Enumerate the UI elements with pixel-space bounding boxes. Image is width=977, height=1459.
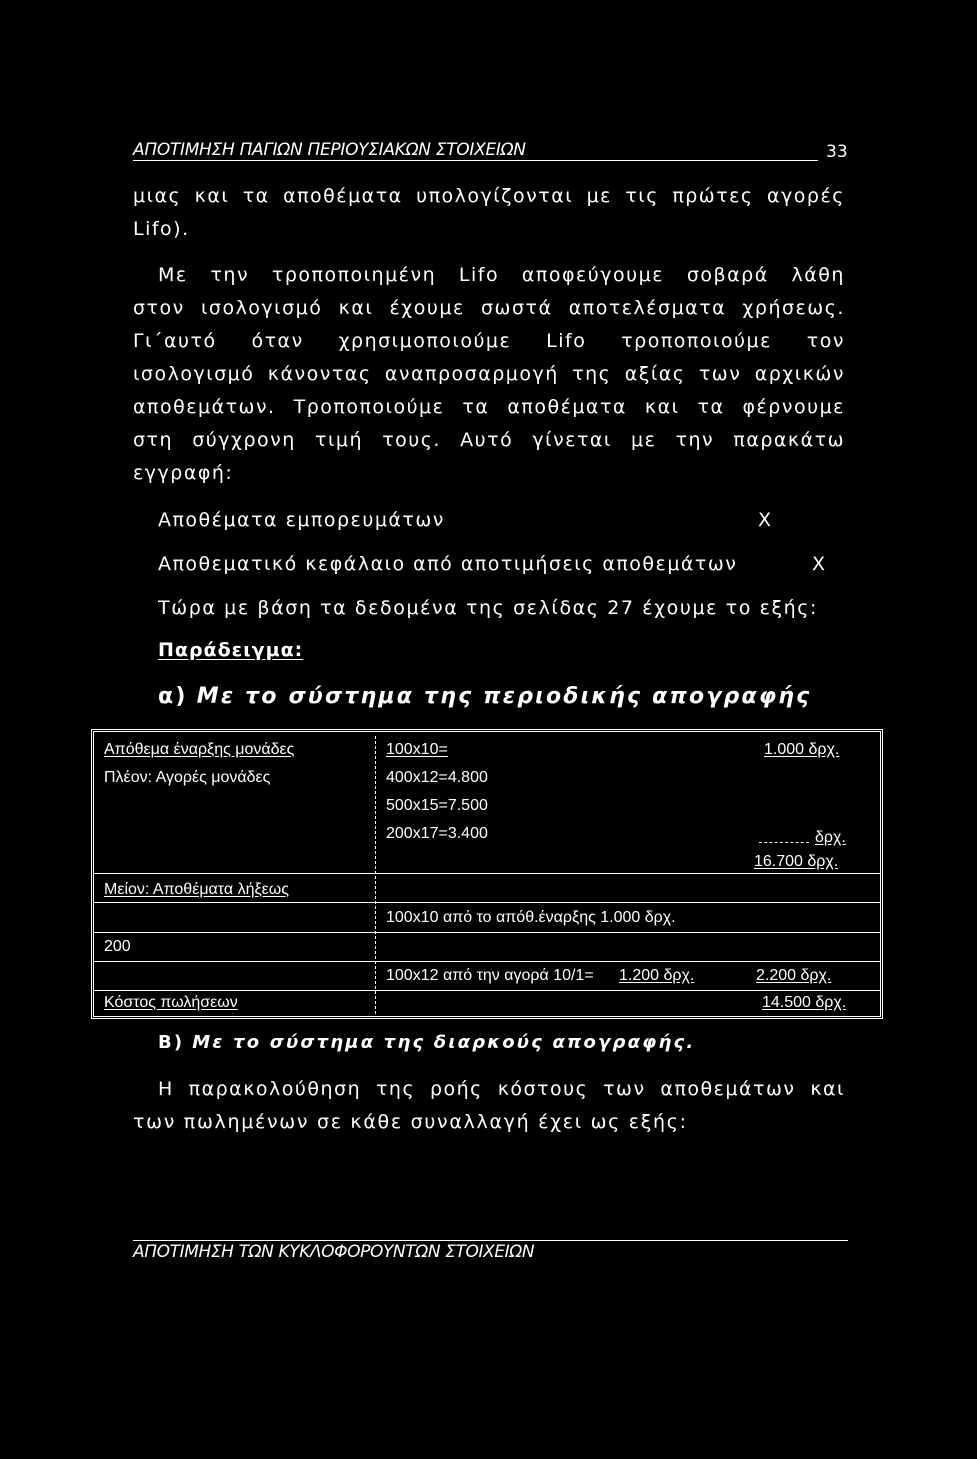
word: κάνοντας <box>267 363 372 385</box>
word: αποθέματα <box>283 185 403 207</box>
word: τροποποιούμε <box>621 330 772 352</box>
cell-amount: 14.500 δρχ. <box>762 994 847 1011</box>
cell-label: Απόθεμα έναρξης μονάδες <box>104 741 295 758</box>
word: ισολογισμό <box>133 363 255 385</box>
cell-amount: 2.200 δρχ. <box>756 967 832 984</box>
word: αποθέματα <box>507 396 627 418</box>
paragraph-line <box>133 297 845 319</box>
word: όταν <box>251 330 304 352</box>
word: στον <box>133 297 185 319</box>
word: της <box>572 363 612 385</box>
word: κόστους <box>497 1078 589 1100</box>
paragraph-line <box>133 185 845 207</box>
word: γίνεται <box>532 429 612 451</box>
row-rule <box>94 932 880 933</box>
section-heading-b <box>158 1032 695 1053</box>
paragraph-line <box>133 396 845 418</box>
cell-label: Πλέον: Αγορές μονάδες <box>104 769 271 786</box>
cell-calc: 100x10= <box>386 741 448 758</box>
word: Με <box>158 264 188 286</box>
column-divider <box>375 736 376 1014</box>
word: αποθεμάτων <box>660 1078 796 1100</box>
word: τα <box>242 185 270 207</box>
word: την <box>210 264 250 286</box>
footer-rule <box>133 1240 848 1241</box>
cell-label: Μείον: Αποθέματα λήξεως <box>104 881 289 898</box>
cell-calc: 400x12=4.800 <box>386 769 488 786</box>
entry-credit-label: Αποθεματικό κεφάλαιο από αποτιμήσεις αποθεμάτων <box>158 553 738 575</box>
word: τα <box>697 396 725 418</box>
heading-b-text: Με το σύστημα της διαρκούς απογραφής. <box>192 1032 696 1053</box>
word: αξίας <box>624 363 686 385</box>
word: τον <box>806 330 845 352</box>
word: και <box>338 297 374 319</box>
word: παρακολούθηση <box>188 1078 362 1100</box>
word: έχουμε <box>389 297 465 319</box>
page-header-title: ΑΠΟΤΙΜΗΣΗ ΠΑΓΙΩΝ ΠΕΡΙΟΥΣΙΑΚΩΝ ΣΤΟΙΧΕΙΩΝ <box>133 140 526 160</box>
word: Αυτό <box>460 429 514 451</box>
word: μιας <box>133 185 182 207</box>
word: σύγχρονη <box>192 429 296 451</box>
heading-b-prefix: Β) <box>158 1032 185 1053</box>
paragraph-line <box>133 363 845 385</box>
section-heading-a <box>158 684 811 709</box>
word: τα <box>462 396 490 418</box>
paragraph-line <box>133 429 845 451</box>
word: των <box>603 1078 646 1100</box>
word: Lifo <box>458 264 500 286</box>
paragraph-line: των πωλημένων σε κάθε συναλλαγή έχει ως εξής: <box>133 1111 688 1133</box>
word: Η <box>158 1078 174 1100</box>
page-number: 33 <box>826 142 848 162</box>
entry-credit-mark: Χ <box>812 553 827 575</box>
word: ισολογισμό <box>200 297 323 319</box>
word: σοβαρά <box>686 264 769 286</box>
paragraph-line <box>133 330 845 352</box>
cell-calc: 200x17=3.400 <box>386 825 488 842</box>
cell-calc: 500x15=7.500 <box>386 797 488 814</box>
word: πρώτες <box>672 185 754 207</box>
word: την <box>675 429 715 451</box>
blank-amount-rule <box>759 842 809 843</box>
word: Τροποποιούμε <box>293 396 445 418</box>
word: και <box>194 185 230 207</box>
word: με <box>631 429 657 451</box>
word: τους. <box>382 429 441 451</box>
word: τις <box>625 185 659 207</box>
cell-label: Κόστος πωλήσεων <box>104 994 238 1011</box>
paragraph-line <box>158 264 845 286</box>
word: λάθη <box>791 264 845 286</box>
intro-text: Τώρα με βάση τα δεδομένα της σελίδας 27 έχουμε το εξής: <box>158 597 819 619</box>
entry-debit-label: Αποθέματα εμπορευμάτων <box>158 509 445 531</box>
word: με <box>586 185 612 207</box>
word: ροής <box>429 1078 483 1100</box>
word: και <box>644 396 680 418</box>
word: αναπροσαρμογή <box>384 363 559 385</box>
cell-amount: δρχ. <box>815 829 846 846</box>
word: αγορές <box>767 185 845 207</box>
word: τιμή <box>315 429 364 451</box>
row-rule <box>94 961 880 962</box>
word: και <box>810 1078 845 1100</box>
inventory-table <box>91 729 883 1019</box>
word: Γι΄αυτό <box>133 330 217 352</box>
cell-label: 200 <box>104 938 131 955</box>
word: Lifo <box>546 330 587 352</box>
word: παρακάτω <box>733 429 845 451</box>
paragraph-line: Lifo). <box>133 218 190 240</box>
heading-a-text: Με το σύστημα της περιοδικής απογραφής <box>196 684 812 709</box>
heading-a-prefix: α) <box>158 684 188 709</box>
word: χρήσεως. <box>742 297 845 319</box>
word: υπολογίζονται <box>416 185 574 207</box>
word: τροποποιημένη <box>271 264 437 286</box>
cell-amount: 1.000 δρχ. <box>764 741 840 758</box>
word: της <box>375 1078 416 1100</box>
word: των <box>698 363 742 385</box>
cell-calc: 100x10 από το απόθ.έναρξης 1.000 δρχ. <box>386 909 676 926</box>
page-footer-title: ΑΠΟΤΙΜΗΣΗ ΤΩΝ ΚΥΚΛΟΦΟΡΟΥΝΤΩΝ ΣΤΟΙΧΕΙΩΝ <box>133 1242 535 1262</box>
entry-debit-mark: Χ <box>758 509 773 531</box>
word: αποφεύγουμε <box>521 264 665 286</box>
paragraph-line <box>158 1078 845 1100</box>
word: φέρνουμε <box>742 396 845 418</box>
row-rule <box>94 902 880 903</box>
row-rule <box>94 990 880 991</box>
word: σωστά <box>481 297 553 319</box>
header-rule <box>133 160 818 161</box>
example-label: Παράδειγμα: <box>158 639 304 661</box>
row-rule <box>94 873 880 874</box>
word: χρησιμοποιούμε <box>338 330 512 352</box>
word: αποτελέσματα <box>568 297 727 319</box>
word: στη <box>133 429 174 451</box>
cell-amount: 16.700 δρχ. <box>754 853 839 870</box>
cell-calc: 1.200 δρχ. <box>619 967 695 984</box>
cell-calc: 100x12 από την αγορά 10/1= <box>386 967 594 984</box>
word: αποθεμάτων. <box>133 396 276 418</box>
word: αρχικών <box>754 363 845 385</box>
paragraph-line: εγγραφή: <box>133 462 234 484</box>
